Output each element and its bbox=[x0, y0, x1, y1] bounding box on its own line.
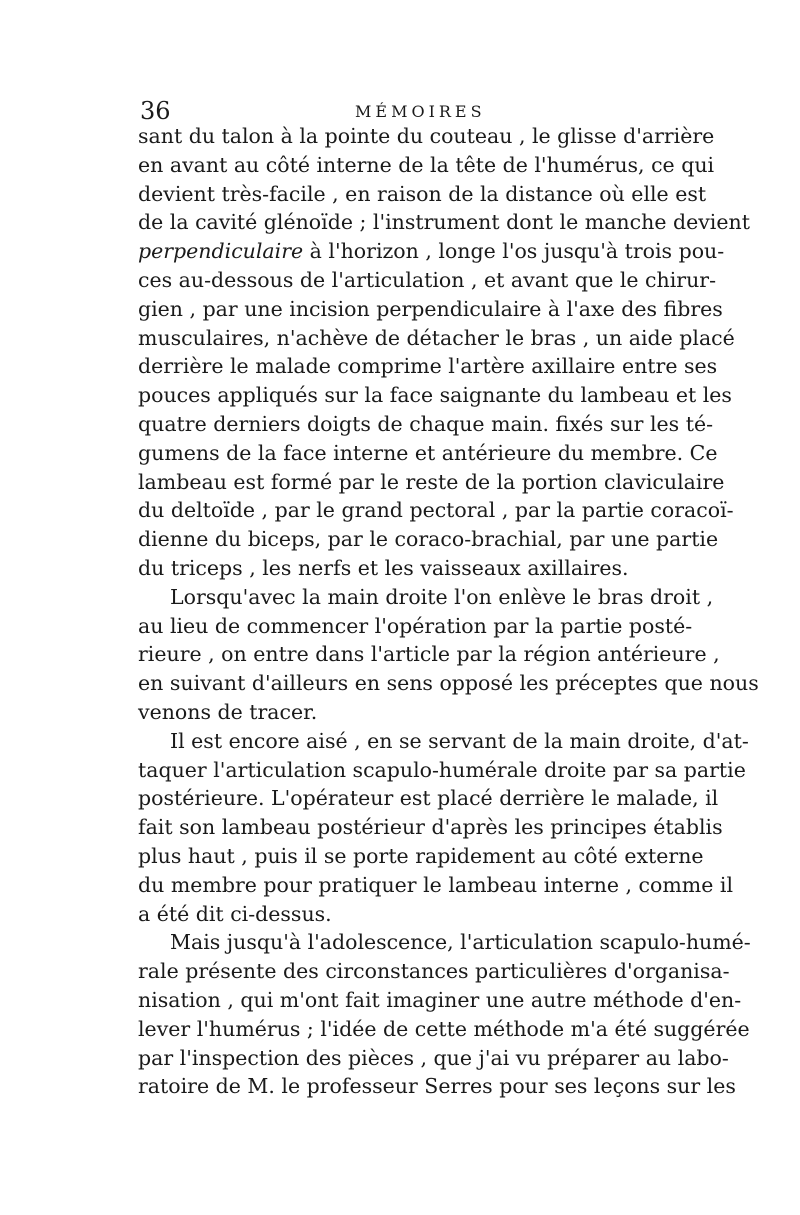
text-line: en avant au côté interne de la tête de l'humérus, ce qui bbox=[138, 152, 715, 177]
text-line bbox=[138, 237, 725, 266]
running-head-title: MÉMOIRES bbox=[355, 102, 486, 121]
text-line: du deltoïde , par le grand pectoral , par la partie coracoï- bbox=[138, 498, 734, 523]
text-line: pouces appliqués sur la face saignante du lambeau et les bbox=[138, 383, 732, 408]
text-line: en suivant d'ailleurs en sens opposé les préceptes que nous bbox=[138, 671, 759, 696]
text-line: ces au-dessous de l'articulation , et avant que le chirur- bbox=[138, 267, 717, 292]
italic-term: perpendiculaire bbox=[138, 239, 304, 264]
text-line: du membre pour pratiquer le lambeau interne , comme il bbox=[138, 872, 734, 897]
text-line: devient très-facile , en raison de la distance où elle est bbox=[138, 181, 707, 206]
text-line: lambeau est formé par le reste de la portion claviculaire bbox=[138, 469, 725, 494]
text-line: dienne du biceps, par le coraco-brachial, par une partie bbox=[138, 527, 719, 552]
text-line: taquer l'articulation scapulo-humérale droite par sa partie bbox=[138, 757, 746, 782]
text-line: a été dit ci-dessus. bbox=[138, 901, 332, 926]
text-line: musculaires, n'achève de détacher le bras , un aide placé bbox=[138, 325, 735, 350]
text-line: sant du talon à la pointe du couteau , le glisse d'arrière bbox=[138, 124, 715, 148]
text-line: Lorsqu'avec la main droite l'on enlève le bras droit , bbox=[170, 584, 714, 609]
text-line: rale présente des circonstances particulières d'organisa- bbox=[138, 959, 730, 984]
text-fragment: à l'horizon , longe l'os jusqu'à trois pou- bbox=[303, 239, 725, 264]
text-line: plus haut , puis il se porte rapidement au côté externe bbox=[138, 843, 704, 868]
text-line: lever l'humérus ; l'idée de cette méthode m'a été suggérée bbox=[138, 1016, 750, 1041]
text-line: venons de tracer. bbox=[138, 699, 318, 724]
text-line: quatre derniers doigts de chaque main. fixés sur les té- bbox=[138, 411, 714, 436]
text-line: Il est encore aisé , en se servant de la main droite, d'at- bbox=[170, 728, 749, 753]
text-line: par l'inspection des pièces , que j'ai vu préparer au labo- bbox=[138, 1045, 729, 1070]
text-line: de la cavité glénoïde ; l'instrument dont le manche devient bbox=[138, 210, 750, 235]
text-line: Mais jusqu'à l'adolescence, l'articulation scapulo-humé- bbox=[170, 930, 751, 955]
text-line: ratoire de M. le professeur Serres pour ses leçons sur les bbox=[138, 1074, 736, 1099]
text-line: du triceps , les nerfs et les vaisseaux axillaires. bbox=[138, 555, 629, 580]
text-line: fait son lambeau postérieur d'après les principes établis bbox=[138, 815, 723, 840]
text-line: rieure , on entre dans l'article par la région antérieure , bbox=[138, 642, 720, 667]
body-text bbox=[138, 122, 759, 1101]
text-line: derrière le malade comprime l'artère axillaire entre ses bbox=[138, 354, 718, 379]
text-line: postérieure. L'opérateur est placé derrière le malade, il bbox=[138, 786, 719, 811]
text-line: au lieu de commencer l'opération par la partie posté- bbox=[138, 613, 693, 638]
page-number: 36 bbox=[140, 97, 171, 125]
text-line: nisation , qui m'ont fait imaginer une autre méthode d'en- bbox=[138, 987, 742, 1012]
text-line: gumens de la face interne et antérieure du membre. Ce bbox=[138, 440, 718, 465]
text-line: gien , par une incision perpendiculaire à l'axe des fibres bbox=[138, 296, 723, 321]
